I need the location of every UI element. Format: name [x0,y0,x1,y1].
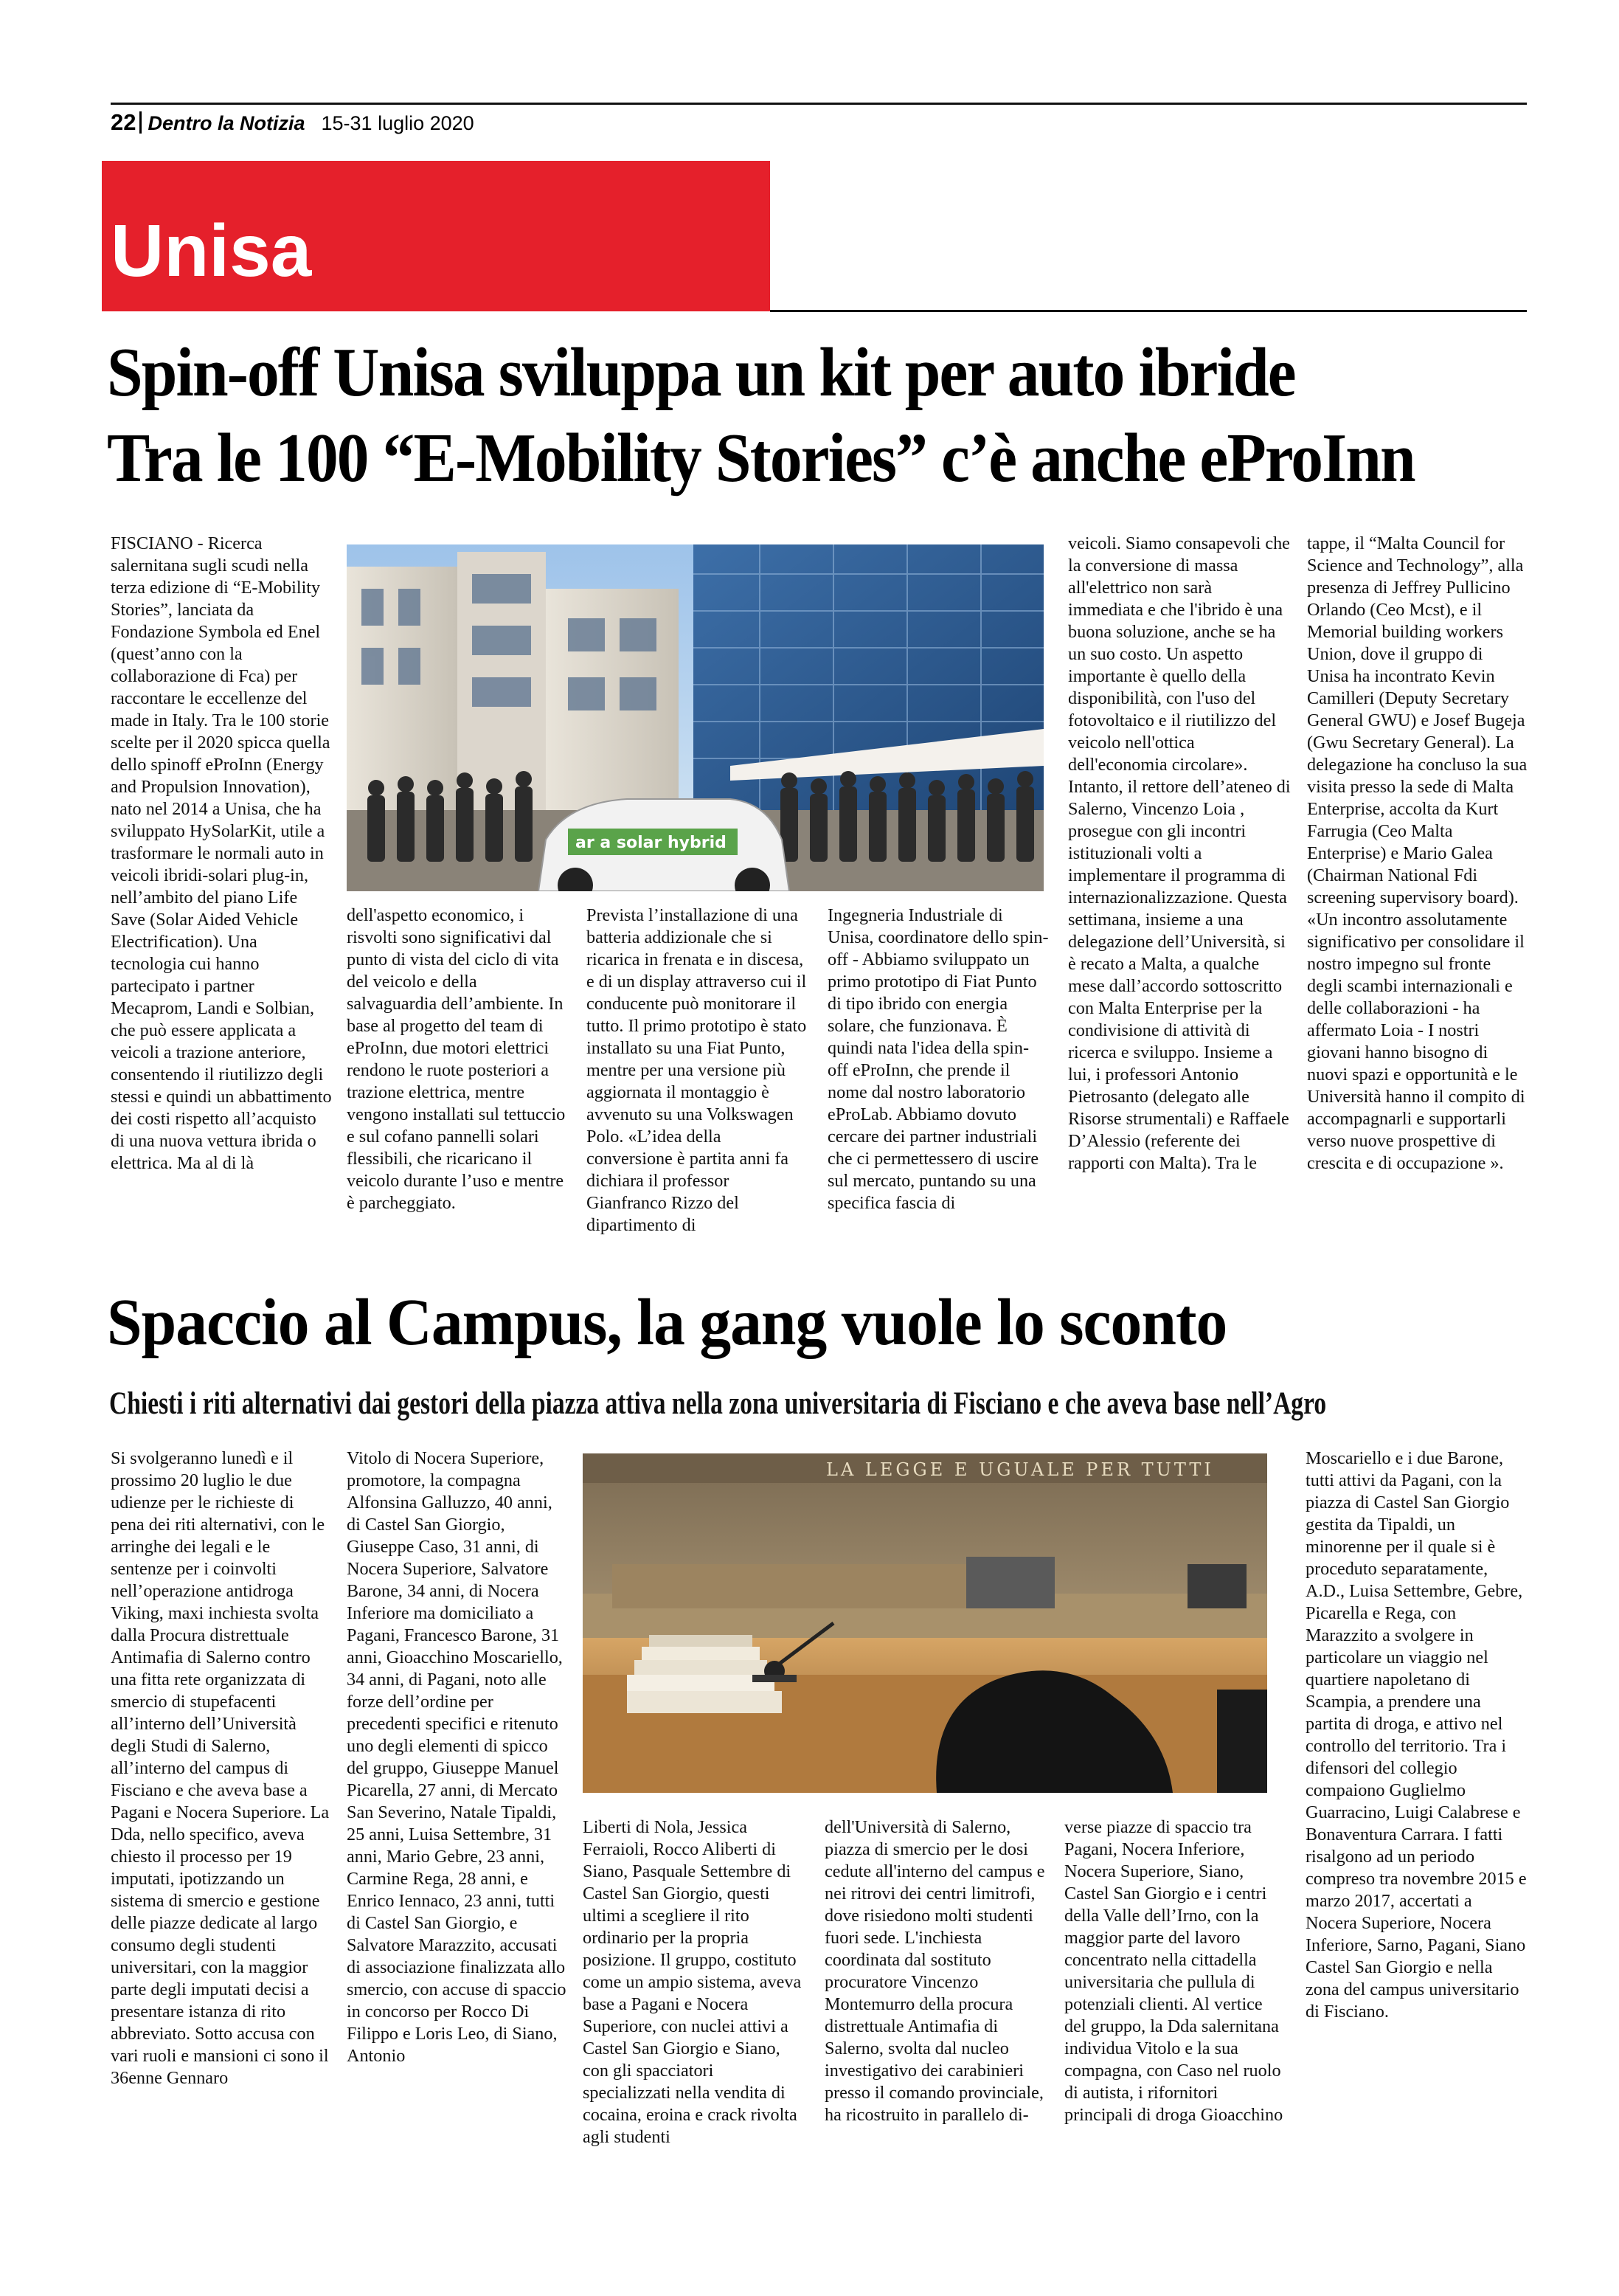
article1-column-5: veicoli. Siamo consapevoli che la conversione di massa all'elettrico non sarà immediata e che l'ibrido è una buona soluzione, anche se ha un suo costo. Un aspetto importante è quello della disponibilità, con l'uso del fotovoltaico e il riutilizzo del veicolo nell'ottica dell'economia circolare». Intanto, il rettore dell’ateneo di Salerno, Vincenzo Loia , prosegue con gli incontri istituzionali volti a implementare il programma di internazionalizzazione. Questa settimana, insieme a una delegazione dell’Università, si è recato a Malta, a qualche mese dall’accordo sottoscritto con Malta Enterprise per la condivisione di attività di ricerca e sviluppo. Insieme a lui, i professori Antonio Pietrosanto (delegato alle Risorse strumentali) e Raffaele D’Alessio (referente dei rapporti con Malta). Tra le [1068,533,1291,1173]
article2-photo-courtroom [583,1453,1267,1793]
issue-date: 15-31 luglio 2020 [321,112,474,134]
article2-column-1: Si svolgeranno lunedì e il prossimo 20 luglio le due udienze per le richieste di pena dei riti alternativi, con le arringhe dei legali e le sentenze per i coinvolti nell’operazione antidroga Viking, maxi inchiesta svolta dalla Procura distrettuale Antimafia di Salerno contro una fitta rete organizzata di smercio di stupefacenti all’interno dell’Università degli Studi di Salerno, all’interno del campus di Fisciano e che aveva base a Pagani e Nocera Superiore. La Dda, nello specifico, aveva chiesto il processo per 19 imputati, ipotizzando un sistema di smercio e gestione delle piazze dedicate al largo consumo degli studenti universitari, con la maggior parte degli imputati decisi a presentare istanza di rito abbreviato. Sotto accusa con vari ruoli e mansioni ci sono il 36enne Gennaro [111,1448,330,2088]
article1-column-2: dell'aspetto economico, i risvolti sono significativi dal punto di vista del ciclo di vita del veicolo e della salvaguardia dell’ambiente. In base al progetto del team di eProInn, due motori elettrici rendono le ruote posteriori a trazione elettrica, mentre vengono installati sul tettuccio e sul cofano pannelli solari flessibili, che ricaricano il veicolo durante l’uso e mentre è parcheggiato. [347,905,566,1213]
article2-column-2: Vitolo di Nocera Superiore, promotore, la compagna Alfonsina Galluzzo, 40 anni, di Castel San Giorgio, Giuseppe Caso, 31 anni, di Nocera Superiore, Salvatore Barone, 34 anni, di Nocera Inferiore ma domiciliato a Pagani, Francesco Barone, 31 anni, Gioacchino Moscariello, 34 anni, di Pagani, noto alle forze dell’ordine per precedenti specifici e ritenuto uno degli elementi di spicco del gruppo, Giuseppe Manuel Picarella, 27 anni, di Mercato San Severino, Natale Tipaldi, 25 anni, Luisa Settembre, 31 anni, Mario Gebre, 23 anni, Carmine Rega, 28 anni, e Enrico Iennaco, 23 anni, tutti di Castel San Giorgio, e Salvatore Marazzito, accusati di associazione finalizzata allo smercio, con accuse di spaccio in concorso per Rocco Di Filippo e Loris Leo, di Siano, Antonio [347,1448,566,2066]
top-rule [111,103,1527,105]
article2-headline: Spaccio al Campus, la gang vuole lo sconto [107,1286,1227,1359]
svg-text:LA LEGGE E UGUALE PER TUTTI: LA LEGGE E UGUALE PER TUTTI [826,1459,1214,1480]
article1-photo-team [347,544,1044,891]
article1-column-1: FISCIANO - Ricerca salernitana sugli scudi nella terza edizione di “E-Mobility Stories”, lanciata da Fondazione Symbola ed Enel (quest’anno con la collaborazione di Fca) per raccontare le eccellenze del made in Italy. Tra le 100 storie scelte per il 2020 spicca quella dello spinoff eProInn (Energy and Propulsion Innovation), nato nel 2014 a Unisa, che ha sviluppato HySolarKit, utile a trasformare le normali auto in veicoli ibridi-solari plug-in, nell’ambito del piano Life Save (Solar Aided Vehicle Electrification). Una tecnologia cui hanno partecipato i partner Mecaprom, Landi e Solbian, che può essere applicata a veicoli a trazione anteriore, consentendo il riutilizzo degli stessi e quindi un abbattimento dei costi rispetto all’acquisto di una nuova vettura ibrida o elettrica. Ma al di là [111,533,332,1173]
article1-headline-line1: Spin-off Unisa sviluppa un kit per auto ibride [107,334,1295,411]
article1-column-4: Ingegneria Industriale di Unisa, coordinatore dello spin-off - Abbiamo sviluppato un primo prototipo di Fiat Punto di tipo ibrido con energia solare, che funzionava. È quindi nata l'idea della spin-off eProInn, che prende il nome dal nostro laboratorio eProLab. Abbiamo dovuto cercare dei partner industriali che ci permettessero di uscire sul mercato, puntando su una specifica fascia di [828,905,1049,1213]
publication-name: Dentro la Notizia [148,112,305,134]
article1-column-6: tappe, il “Malta Council for Science and Technology”, alla presenza di Jeffrey Pullicino Orlando (Ceo Mcst), e il Memorial building workers Union, dove il gruppo di Unisa ha incontrato Kevin Camilleri (Deputy Secretary General GWU) e Josef Bugeja (Gwu Secretary General). La delegazione ha concluso la sua visita presso la sede di Malta Enterprise, accolta da Kurt Farrugia (Ceo Malta Enterprise) e Mario Galea (Chairman National Fdi screening supervisory board). «Un incontro assolutamente significativo per consolidare il nostro impegno sul fronte degli scambi internazionali e delle collaborazioni - ha affermato Loia - I nostri giovani hanno bisogno di nuovi spazi e opportunità e le Università hanno il compito di accompagnarli e supportarli verso nuove prospettive di crescita e di occupazione ». [1307,533,1528,1173]
article2-column-4: dell'Università di Salerno, piazza di smercio per le dosi cedute all'interno del campus e nei ritrovi dei centri limitrofi, dove risiedono molti studenti fuori sede. L'inchiesta coordinata dal sostituto procuratore Vincenzo Montemurro della procura distrettuale Antimafia di Salerno, svolta dal nucleo investigativo dei carabinieri presso il comando provinciale, ha ricostruito in parallelo di- [825,1817,1045,2125]
header-divider [139,111,142,134]
article2-column-5: verse piazze di spaccio tra Pagani, Nocera Inferiore, Nocera Superiore, Siano, Castel San Giorgio e i centri della Valle dell’Irno, con la maggior parte del lavoro concentrato nella cittadella universitaria che pullula di potenziali clienti. Al vertice del gruppo, la Dda salernitana individua Vitolo e la sua compagna, con Caso nel ruolo di autista, i rifornitori principali di droga Gioacchino [1064,1817,1283,2125]
page-number: 22 [111,109,136,135]
section-rule [770,310,1527,312]
svg-text:ar a solar hybrid: ar a solar hybrid [575,834,727,852]
page-header [111,109,474,136]
article2-column-3: Liberti di Nola, Jessica Ferraioli, Rocco Aliberti di Siano, Pasquale Settembre di Castel San Giorgio, questi ultimi a scegliere il rito ordinario per la propria posizione. Il gruppo, costituto come un ampio sistema, aveva base a Pagani e Nocera Superiore, con nuclei attivi a Castel San Giorgio e Siano, con gli spacciatori specializzati nella vendita di cocaina, eroina e crack rivolta agli studenti [583,1817,802,2147]
article2-subheadline: Chiesti i riti alternativi dai gestori della piazza attiva nella zona universitaria di Fisciano e che aveva base nell’Agro [109,1386,1327,1421]
article1-column-3: Prevista l’installazione di una batteria addizionale che si ricarica in frenata e in discesa, e di un display attraverso cui il conducente può monitorare il tutto. Il primo prototipo è stato installato su una Fiat Punto, mentre per una versione più aggiornata il montaggio è avvenuto su una Volkswagen Polo. «L’idea della conversione è partita anni fa dichiara il professor Gianfranco Rizzo del dipartimento di [586,905,807,1235]
section-label: Unisa [111,210,312,292]
article2-column-6: Moscariello e i due Barone, tutti attivi da Pagani, con la piazza di Castel San Giorgio gestita da Tipaldi, un minorenne per il quale si è proceduto separatamente, A.D., Luisa Settembre, Gebre, Picarella e Rega, con Marazzito a svolgere in particolare un viaggio nel quartiere napoletano di Scampia, a prendere una partita di droga, e attivo nel controllo del territorio. Tra i difensori del collegio compaiono Guglielmo Guarracino, Luigi Calabrese e Bonaventura Carrara. I fatti risalgono ad un periodo compreso tra novembre 2015 e marzo 2017, accertati a Nocera Superiore, Nocera Inferiore, Sarno, Pagani, Siano Castel San Giorgio e nella zona del campus universitario di Fisciano. [1306,1448,1527,2022]
article1-headline-line2: Tra le 100 “E-Mobility Stories” c’è anche eProInn [107,420,1415,497]
